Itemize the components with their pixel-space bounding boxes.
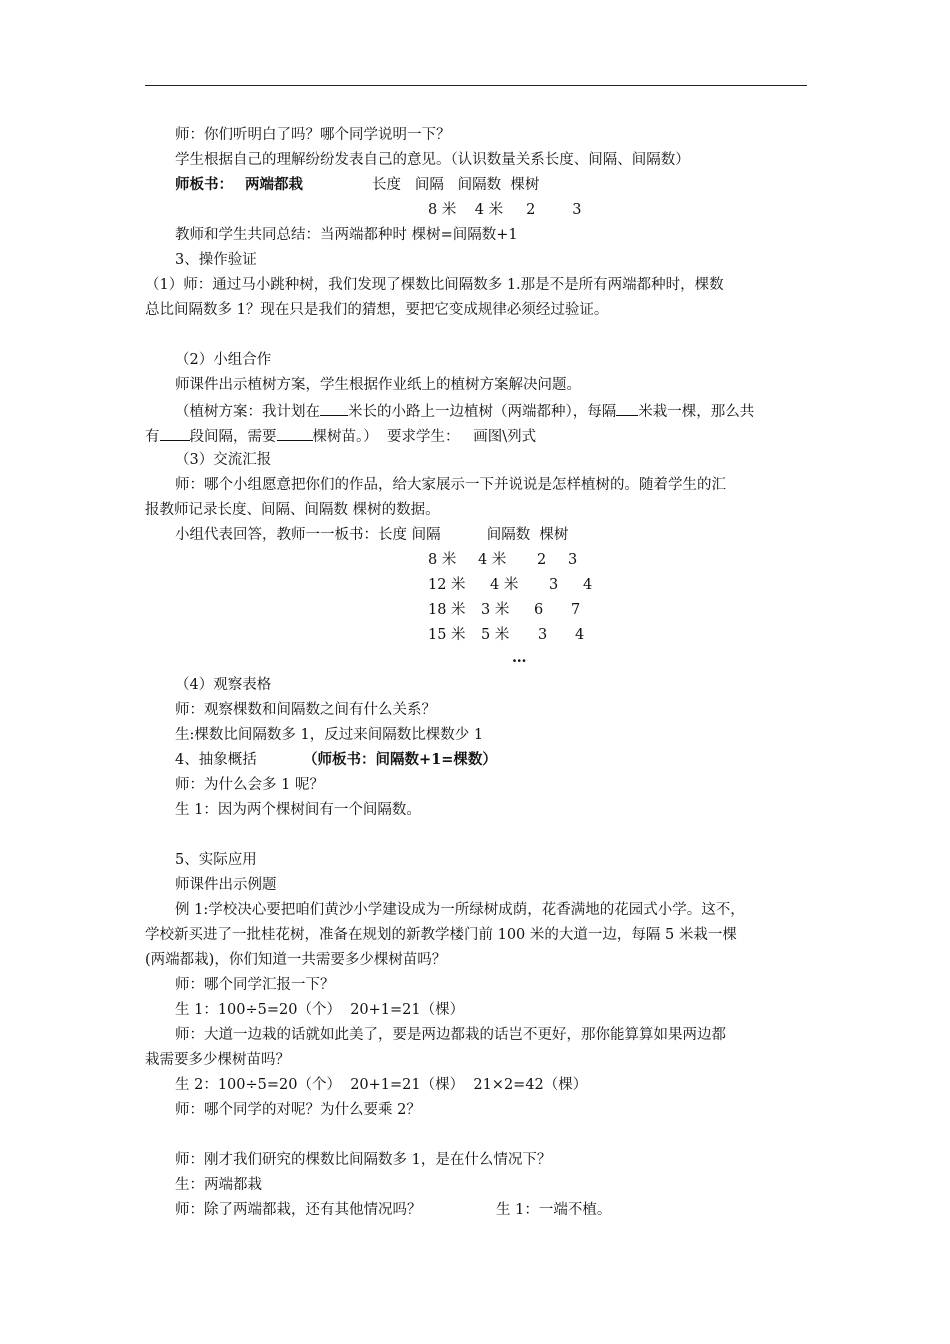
- blank-trees: [277, 426, 313, 441]
- board-title: 两端都栽: [245, 176, 303, 193]
- table-cell: 3: [538, 627, 548, 643]
- text-line: 师课件出示例题: [175, 877, 277, 893]
- text-line: 报教师记录长度、间隔、间隔数 棵树的数据。: [145, 502, 440, 518]
- table-cell: 5 米: [481, 627, 510, 643]
- board-columns: 长度 间隔 间隔数 棵树: [372, 177, 540, 193]
- board-formula: （师板书：间隔数+1=棵数）: [303, 751, 497, 768]
- table-cell: 7: [571, 602, 581, 618]
- board-heading: [175, 176, 303, 194]
- blank-gap: [616, 401, 638, 416]
- text-line: 师：你们听明白了吗？哪个同学说明一下？: [175, 127, 451, 143]
- text-line: （1）师：通过马小跳种树，我们发现了棵数比间隔数多 1.那是不是所有两端都种时，棵数: [145, 277, 724, 293]
- plan-text: 有: [145, 429, 160, 445]
- table-cell: 12 米: [428, 577, 466, 593]
- text-line: 师课件出示植树方案，学生根据作业纸上的植树方案解决问题。: [175, 377, 581, 393]
- text-line: 师：哪个同学的对呢？为什么要乘 2？: [175, 1102, 421, 1118]
- section-heading: 5、实际应用: [175, 852, 257, 868]
- text-line: 生:棵数比间隔数多 1，反过来间隔数比棵数少 1: [175, 727, 484, 743]
- text-line: 师：哪个小组愿意把你们的作品，给大家展示一下并说说是怎样植树的。随着学生的汇: [175, 477, 726, 493]
- text-line: 小组代表回答，教师一一板书：长度 间隔 间隔数 棵树: [175, 527, 569, 543]
- text-line: 师：刚才我们研究的棵数比间隔数多 1，是在什么情况下？: [175, 1152, 552, 1168]
- text-line: 生：两端都栽: [175, 1177, 262, 1193]
- text-line: 学校新买进了一批桂花树，准备在规划的新教学楼门前 100 米的大道一边，每隔 5 米栽一棵: [145, 927, 737, 943]
- text-line: 师：大道一边栽的话就如此美了，要是两边都栽的话岂不更好，那你能算算如果两边都: [175, 1027, 726, 1043]
- blank-segments: [160, 426, 190, 441]
- text-line: 栽需要多少棵树苗吗？: [145, 1052, 290, 1068]
- text-line: 生 1：因为两个棵树间有一个间隔数。: [175, 802, 421, 818]
- text-line: 总比间隔数多 1？现在只是我们的猜想，要把它变成规律必须经过验证。: [145, 302, 609, 318]
- text-line: 师：哪个同学汇报一下？: [175, 977, 335, 993]
- table-cell: 18 米: [428, 602, 466, 618]
- text-line: 师：观察棵数和间隔数之间有什么关系？: [175, 702, 436, 718]
- section-heading: 3、操作验证: [175, 252, 257, 268]
- section-heading: 4、抽象概括: [175, 752, 257, 768]
- table-cell: 2: [537, 552, 547, 568]
- table-ellipsis: …: [512, 649, 527, 666]
- table-cell: 4: [583, 577, 593, 593]
- text-line: 生 2：100÷5=20（个） 20+1=21（棵） 21×2=42（棵）: [175, 1077, 588, 1093]
- plan-text: 米长的小路上一边植树（两端都种），每隔: [348, 404, 617, 420]
- table-cell: 4 米: [490, 577, 519, 593]
- table-cell: 15 米: [428, 627, 466, 643]
- table-cell: 4 米: [478, 552, 507, 568]
- plan-text: 米栽一棵，那么共: [638, 404, 755, 420]
- plan-line: [145, 426, 536, 446]
- text-line: 生 1：一端不植。: [496, 1202, 612, 1218]
- text-line: 师：除了两端都栽，还有其他情况吗？: [175, 1202, 422, 1218]
- plan-text: 棵树苗。） 要求学生： 画图\列式: [312, 429, 537, 445]
- text-line: （2）小组合作: [175, 352, 272, 368]
- table-cell: 3: [568, 552, 578, 568]
- text-line: 教师和学生共同总结：当两端都种时 棵树=间隔数+1: [175, 227, 518, 243]
- text-line: （3）交流汇报: [175, 452, 272, 468]
- table-cell: 3: [549, 577, 559, 593]
- table-cell: 8 米: [428, 552, 457, 568]
- board-label: 师板书：: [175, 176, 233, 193]
- text-line: 生 1：100÷5=20（个） 20+1=21（棵）: [175, 1002, 465, 1018]
- table-cell: 4: [575, 627, 585, 643]
- plan-text: 段间隔，需要: [189, 429, 277, 445]
- text-line: 例 1:学校决心要把咱们黄沙小学建设成为一所绿树成荫，花香满地的花园式小学。这不，: [175, 902, 745, 918]
- text-line: (两端都栽)，你们知道一共需要多少棵树苗吗？: [145, 952, 447, 968]
- blank-length: [320, 401, 348, 416]
- plan-line: [175, 401, 754, 421]
- header-rule: [145, 85, 807, 86]
- table-cell: 6: [534, 602, 544, 618]
- board-row: 8 米 4 米 2 3: [428, 202, 582, 218]
- table-cell: 3 米: [481, 602, 510, 618]
- text-line: （4）观察表格: [175, 677, 272, 693]
- text-line: 师：为什么会多 1 呢？: [175, 777, 324, 793]
- text-line: 学生根据自己的理解纷纷发表自己的意见。（认识数量关系长度、间隔、间隔数）: [175, 152, 690, 168]
- plan-text: （植树方案：我计划在: [175, 404, 320, 420]
